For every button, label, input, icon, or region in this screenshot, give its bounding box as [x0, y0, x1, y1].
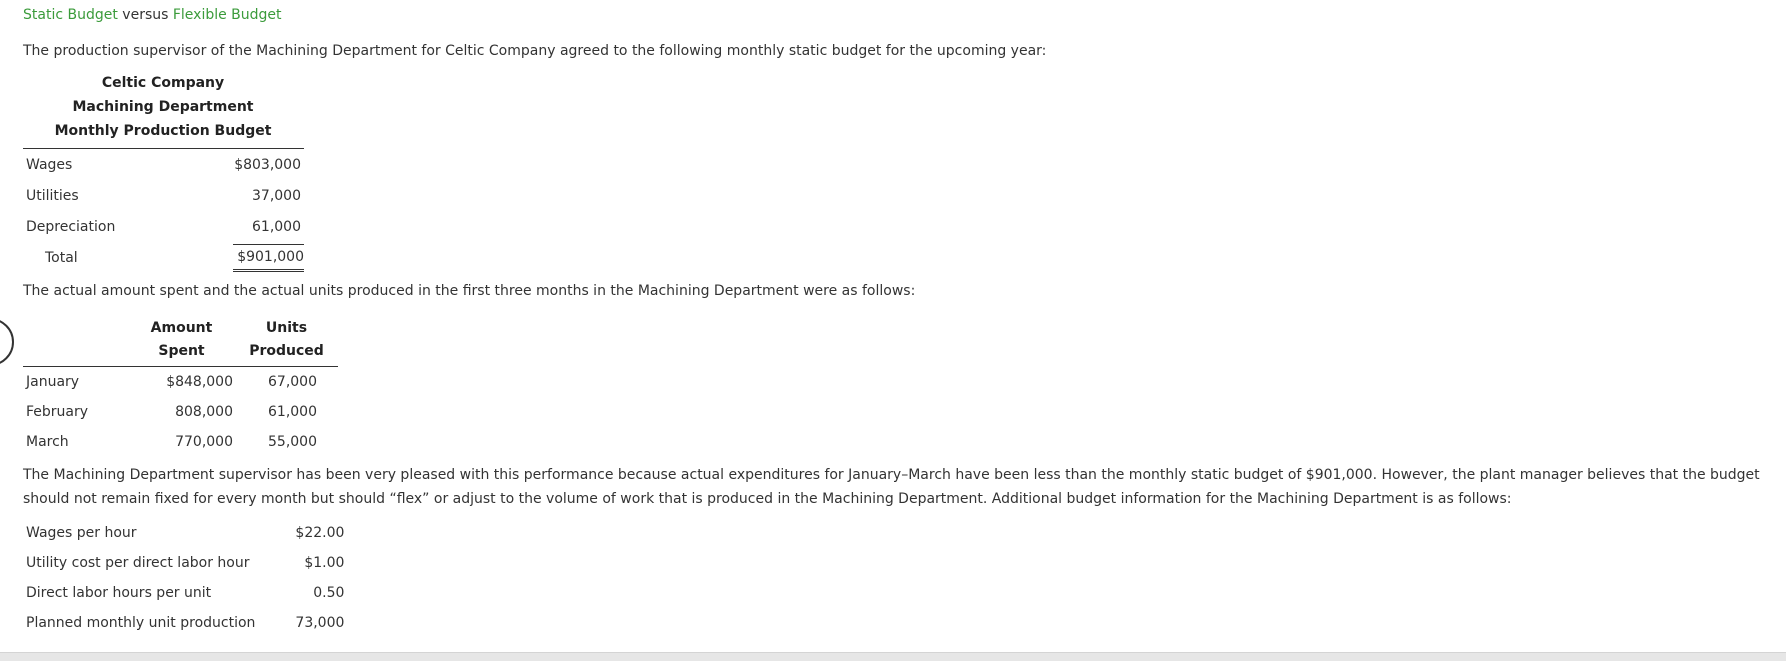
table-row — [23, 608, 344, 638]
row-value: $803,000 — [234, 156, 301, 173]
info-label: Wages per hour — [26, 525, 137, 541]
amount-spent: 808,000 — [175, 404, 233, 420]
row-label: Depreciation — [26, 218, 116, 235]
table-row — [23, 180, 304, 211]
row-label: Utilities — [26, 187, 79, 204]
month-label: March — [26, 434, 69, 450]
table-row — [23, 427, 338, 457]
total-row — [23, 242, 304, 273]
info-label: Direct labor hours per unit — [26, 585, 212, 601]
analysis-paragraph: The Machining Department supervisor has been very pleased with this performance because actual expenditures for January–March have been less than the monthly static budget of $901,000. However, the plant manager believes that the budget should not remain fixed for every month but should “flex” or adjust to the volume of work that is produced in the Machining Department. Additional budget information for the Machining Department is as follows: — [23, 467, 1760, 507]
info-value: $22.00 — [295, 525, 345, 541]
col-header-amount: Amount Spent — [150, 320, 213, 359]
col-header-units: Units Produced — [249, 320, 324, 359]
page-title — [23, 7, 282, 23]
flexible-budget-link[interactable]: Flexible Budget — [172, 7, 282, 23]
table-row — [23, 149, 304, 181]
table-row — [23, 578, 344, 608]
info-value: $1.00 — [304, 555, 345, 571]
info-label: Utility cost per direct labor hour — [26, 555, 250, 571]
static-budget-link[interactable]: Static Budget — [23, 7, 118, 23]
row-value: 61,000 — [252, 218, 301, 235]
info-value: 73,000 — [295, 615, 345, 631]
title-versus: versus — [117, 7, 173, 23]
row-value: 37,000 — [252, 187, 301, 204]
company-name-heading: Celtic Company — [101, 75, 225, 91]
month-label: January — [26, 374, 80, 390]
static-budget-table — [23, 148, 304, 273]
amount-spent: 770,000 — [175, 434, 233, 450]
table-row — [23, 397, 338, 427]
intro-paragraph: The production supervisor of the Machining Department for Celtic Company agreed to the following monthly static budget for the upcoming year: — [23, 43, 1047, 59]
amount-spent: $848,000 — [166, 374, 233, 390]
table-row — [23, 548, 344, 578]
table-row — [23, 367, 338, 398]
info-label: Planned monthly unit production — [26, 615, 256, 631]
circle-marker-icon — [0, 318, 14, 366]
row-label: Wages — [26, 156, 73, 173]
table-row — [23, 211, 304, 242]
units-produced: 67,000 — [268, 374, 317, 390]
additional-info-table — [23, 518, 344, 638]
department-heading: Machining Department — [72, 99, 254, 115]
units-produced: 55,000 — [268, 434, 317, 450]
actual-intro-paragraph: The actual amount spent and the actual units produced in the first three months in the Machining Department were as follows: — [23, 283, 916, 299]
units-produced: 61,000 — [268, 404, 317, 420]
budget-title-heading: Monthly Production Budget — [54, 123, 272, 139]
info-value: 0.50 — [313, 585, 345, 601]
table-row — [23, 518, 344, 548]
month-label: February — [26, 404, 89, 420]
total-label: Total — [45, 249, 78, 266]
total-value: $901,000 — [233, 244, 304, 272]
actual-results-table — [23, 317, 338, 457]
